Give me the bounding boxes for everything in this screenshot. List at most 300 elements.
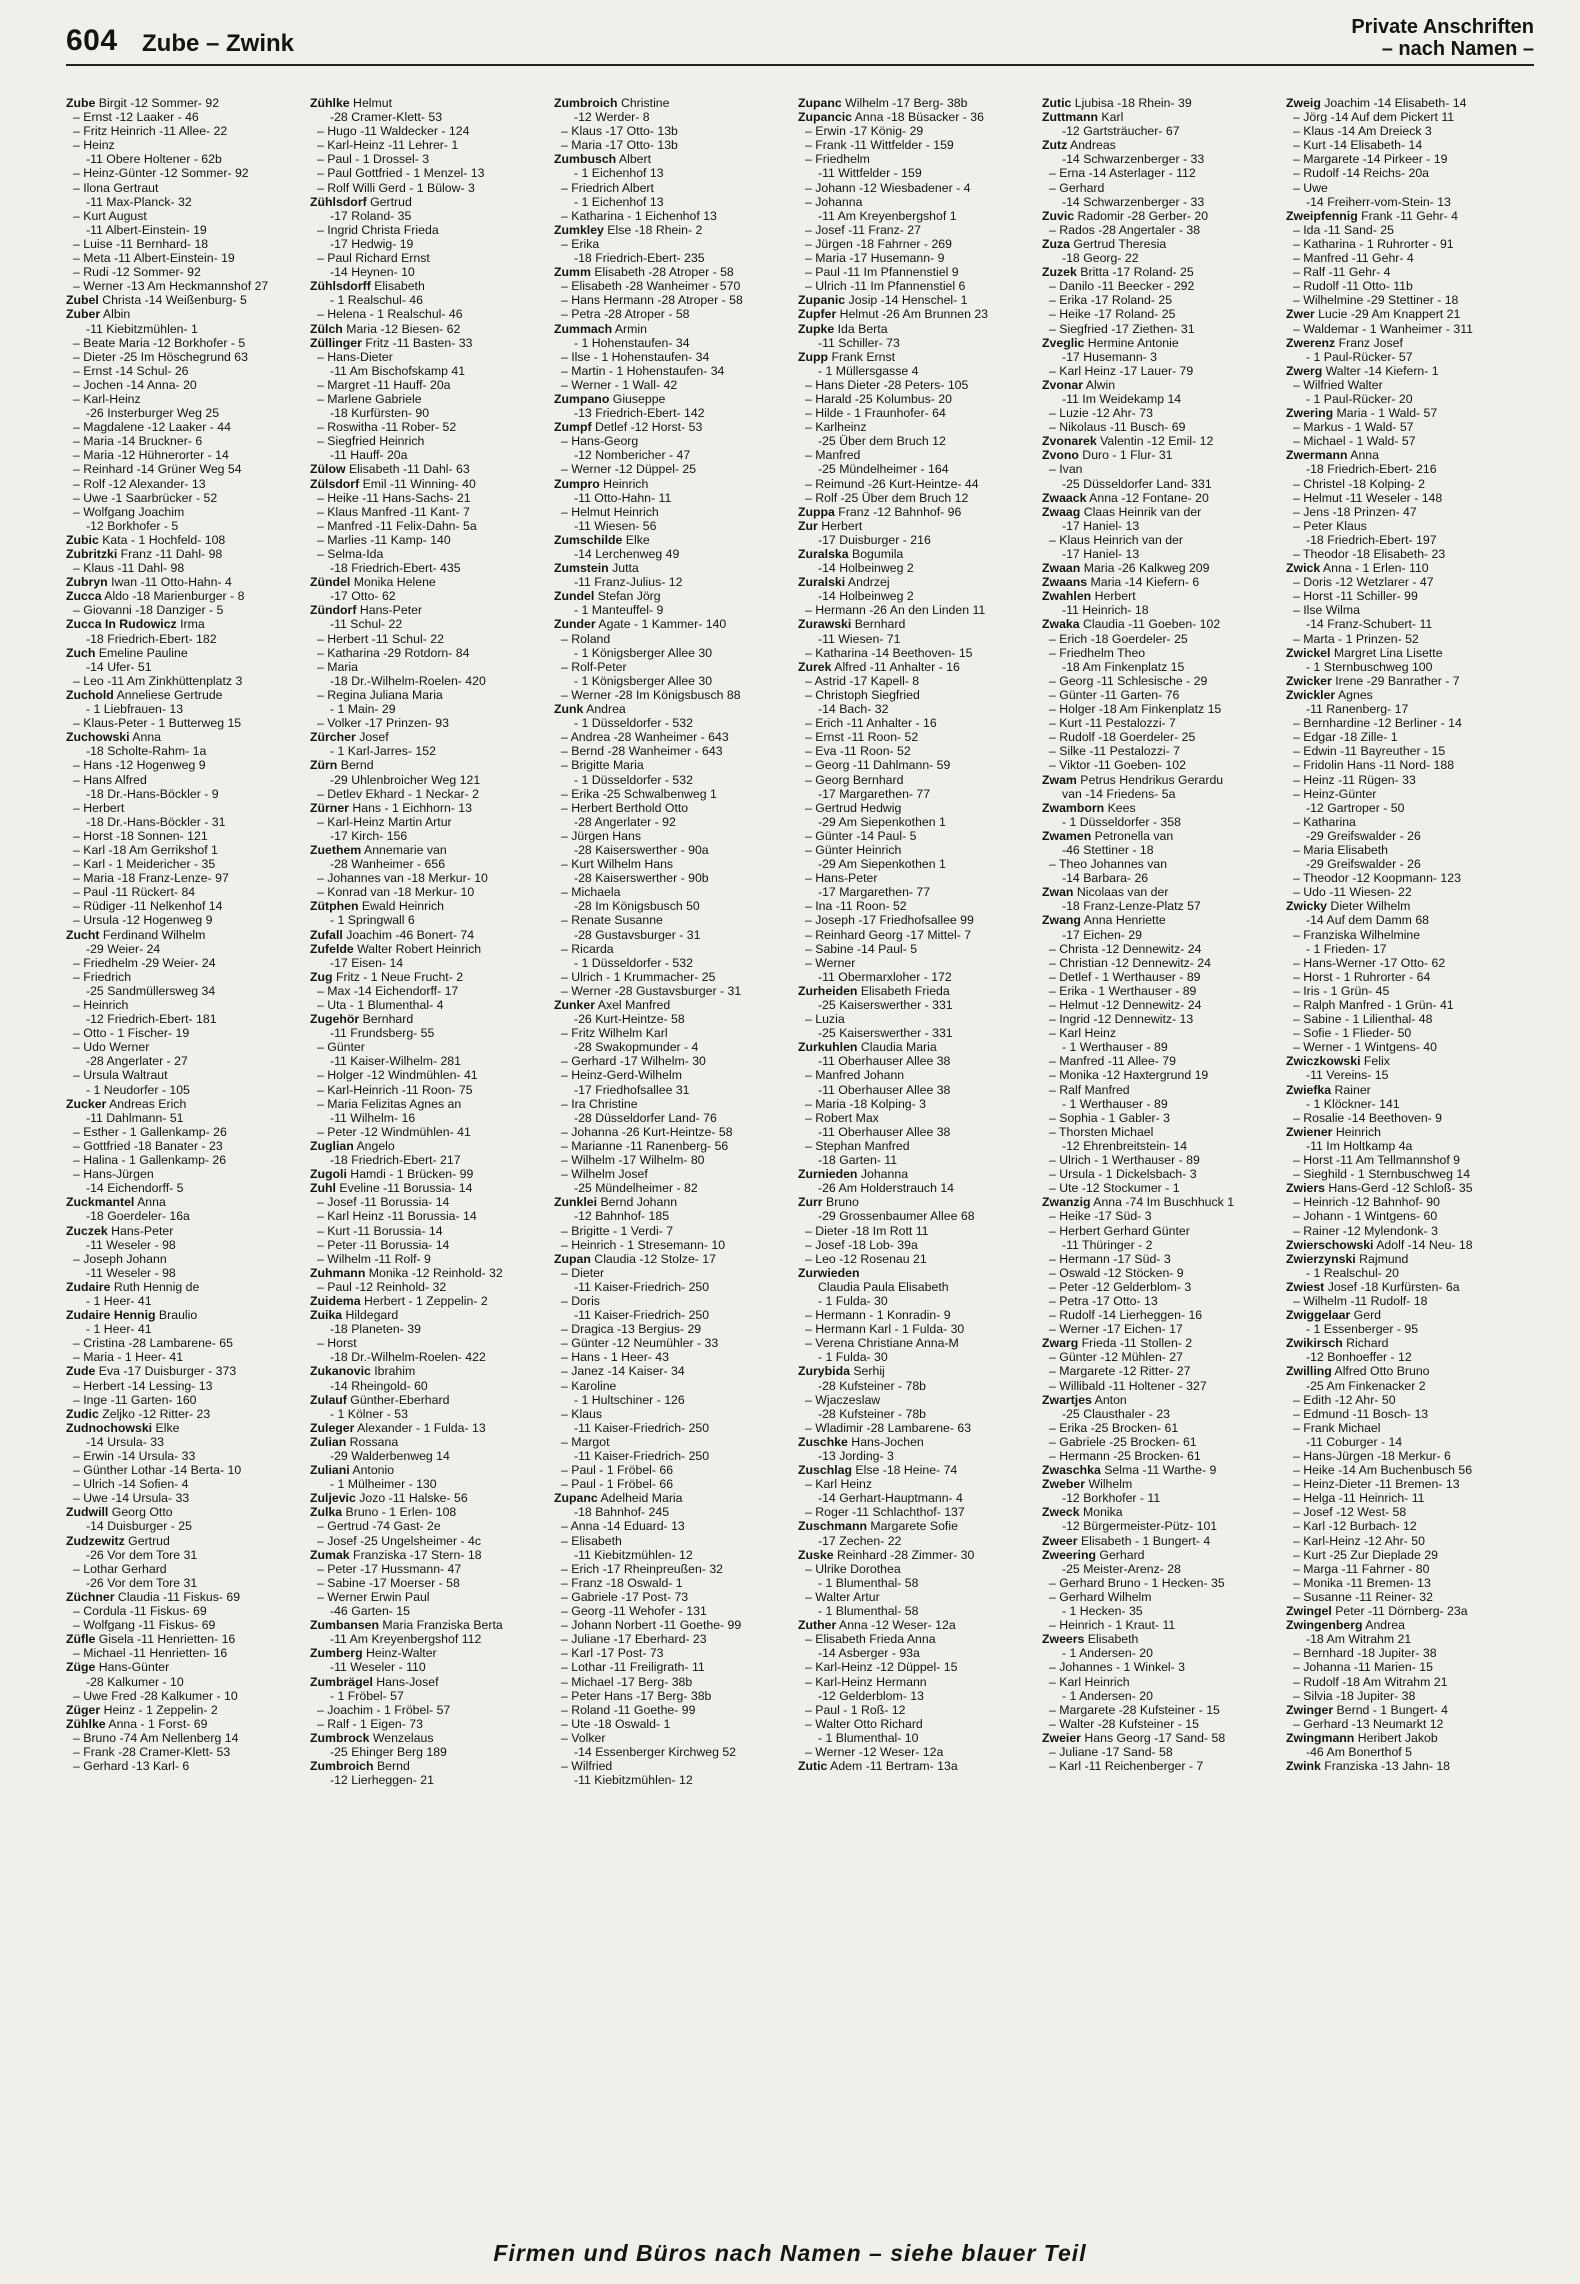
entry-text: -28 Wanheimer - 656 xyxy=(330,857,446,872)
directory-entry xyxy=(66,1181,304,1195)
directory-entry xyxy=(798,265,1036,279)
entry-text: Agnes xyxy=(1335,687,1373,702)
entry-text: – Heinz-Günter -12 Sommer- 92 xyxy=(73,166,249,181)
entry-surname: Zurek xyxy=(798,659,832,674)
directory-entry xyxy=(310,787,548,801)
directory-entry xyxy=(66,1266,304,1280)
entry-text: Hans-Peter xyxy=(356,603,423,618)
directory-entry xyxy=(798,1505,1036,1519)
entry-text: – Erna -14 Asterlager - 112 xyxy=(1049,166,1196,181)
directory-entry xyxy=(310,1125,548,1139)
directory-entry xyxy=(554,1068,792,1082)
entry-surname: Zveglic xyxy=(1042,335,1085,350)
directory-entry xyxy=(798,1209,1036,1223)
entry-text: – Georg -11 Wehofer - 131 xyxy=(561,1604,707,1619)
directory-entry xyxy=(1042,406,1280,420)
entry-text: – Rudolf -18 Goerdeler- 25 xyxy=(1049,730,1196,745)
directory-entry xyxy=(310,237,548,251)
directory-entry xyxy=(1286,1534,1524,1548)
directory-entry xyxy=(1042,533,1280,547)
entry-surname: Zwahlen xyxy=(1042,589,1092,604)
entry-text: – Theo Johannes van xyxy=(1049,857,1168,872)
entry-text: - 1 Hohenstaufen- 34 xyxy=(574,335,690,350)
entry-text: Stefan Jörg xyxy=(594,589,661,604)
entry-text: – Rolf -12 Alexander- 13 xyxy=(73,476,206,491)
entry-text: - 1 Springwall 6 xyxy=(330,913,415,928)
entry-text: – Karl - 1 Meidericher - 35 xyxy=(73,857,216,872)
entry-text: -28 Cramer-Klett- 53 xyxy=(330,110,443,125)
entry-surname: Züfle xyxy=(66,1632,96,1647)
entry-text: Angelo xyxy=(353,1138,395,1153)
directory-entry xyxy=(798,322,1036,336)
entry-text: Ida Berta xyxy=(834,321,888,336)
entry-text: – Iris - 1 Grün- 45 xyxy=(1293,983,1390,998)
directory-entry xyxy=(798,1026,1036,1040)
entry-text: -11 Obere Holtener - 62b xyxy=(86,152,222,167)
directory-entry xyxy=(1042,124,1280,138)
entry-text: - 1 Königsberger Allee 30 xyxy=(574,645,713,660)
entry-text: – Silke -11 Pestalozzi- 7 xyxy=(1049,744,1180,759)
entry-text: - 1 Fulda- 30 xyxy=(818,1350,888,1365)
entry-text: – Erich -17 Rheinpreußen- 32 xyxy=(561,1561,723,1576)
entry-text: – Karl-Heinz xyxy=(73,391,141,406)
entry-text: – Kurt -25 Zur Dieplade 29 xyxy=(1293,1547,1438,1562)
directory-entry xyxy=(798,1421,1036,1435)
entry-text: -13 Friedrich-Ebert- 142 xyxy=(574,406,705,421)
directory-entry xyxy=(798,1548,1036,1562)
entry-surname: Zumak xyxy=(310,1547,350,1562)
entry-surname: Zwer xyxy=(1286,307,1315,322)
directory-entry xyxy=(1286,265,1524,279)
directory-entry xyxy=(66,1618,304,1632)
directory-entry xyxy=(66,1322,304,1336)
directory-entry xyxy=(1042,1548,1280,1562)
directory-entry xyxy=(554,1012,792,1026)
directory-entry xyxy=(798,617,1036,631)
directory-entry xyxy=(310,688,548,702)
entry-surname: Zuttmann xyxy=(1042,110,1099,125)
entry-text: – Juliane -17 Eberhard- 23 xyxy=(561,1632,707,1647)
entry-text: – Gerhard xyxy=(1049,180,1105,195)
directory-entry xyxy=(798,1111,1036,1125)
entry-text: Bernd xyxy=(373,1759,410,1774)
directory-entry xyxy=(798,970,1036,984)
directory-entry xyxy=(798,1379,1036,1393)
entry-text: – Rudolf -14 Reichs- 20a xyxy=(1293,166,1430,181)
entry-text: – Günter -14 Paul- 5 xyxy=(805,828,917,843)
directory-entry xyxy=(1286,1083,1524,1097)
entry-text: -28 Swakopmunder - 4 xyxy=(574,1040,699,1055)
directory-entry xyxy=(310,1195,548,1209)
directory-entry xyxy=(1286,1167,1524,1181)
entry-text: – Fritz Heinrich -11 Allee- 22 xyxy=(73,124,228,139)
entry-text: - 1 Andersen- 20 xyxy=(1062,1688,1153,1703)
entry-text: – Ute -18 Oswald- 1 xyxy=(561,1716,671,1731)
entry-surname: Zürcher xyxy=(310,730,356,745)
directory-entry xyxy=(1286,1266,1524,1280)
entry-text: – Josef -12 West- 58 xyxy=(1293,1505,1407,1520)
entry-text: -14 Eichendorff- 5 xyxy=(86,1181,184,1196)
entry-text: Helmut xyxy=(349,96,393,110)
directory-entry xyxy=(66,1632,304,1646)
entry-text: – Heinrich - 1 Kraut- 11 xyxy=(1049,1618,1176,1633)
entry-text: – Heike -11 Hans-Sachs- 21 xyxy=(317,490,471,505)
entry-text: – Ulrich - 1 Werthauser - 89 xyxy=(1049,1153,1200,1168)
directory-entry xyxy=(798,181,1036,195)
directory-entry xyxy=(310,1097,548,1111)
entry-text: -17 Husemann- 3 xyxy=(1062,349,1158,364)
entry-text: – Paul -12 Reinhold- 32 xyxy=(317,1279,447,1294)
directory-entry xyxy=(310,1012,548,1026)
directory-entry xyxy=(554,702,792,716)
directory-entry xyxy=(66,1280,304,1294)
directory-entry xyxy=(798,1068,1036,1082)
entry-text: -11 Max-Planck- 32 xyxy=(86,194,192,209)
directory-entry xyxy=(554,1097,792,1111)
directory-entry xyxy=(1042,1463,1280,1477)
entry-text: – Michaela xyxy=(561,885,621,900)
entry-text: – Dragica -13 Bergius- 29 xyxy=(561,1322,702,1337)
entry-text: -11 Wiesen- 71 xyxy=(818,631,901,646)
entry-text: Margarete Sofie xyxy=(867,1519,958,1534)
directory-entry xyxy=(554,138,792,152)
directory-entry xyxy=(66,575,304,589)
entry-surname: Zurr xyxy=(798,1195,823,1210)
name-range: Zube – Zwink xyxy=(142,30,295,57)
entry-text: – Hilde - 1 Fraunhofer- 64 xyxy=(805,406,946,421)
entry-surname: Zudnochowski xyxy=(66,1420,153,1435)
directory-entry xyxy=(1286,1562,1524,1576)
directory-entry xyxy=(798,1534,1036,1548)
directory-entry xyxy=(1042,1252,1280,1266)
entry-surname: Zurnieden xyxy=(798,1167,858,1182)
entry-text: Hildegard xyxy=(342,1308,399,1323)
directory-entry xyxy=(310,1632,548,1646)
directory-entry xyxy=(554,378,792,392)
entry-text: Gerhard xyxy=(1095,1547,1145,1562)
footer-note: Firmen und Büros nach Namen – siehe blauer Teil xyxy=(493,2240,1087,2266)
directory-entry xyxy=(798,1618,1036,1632)
directory-entry xyxy=(66,632,304,646)
entry-text: – Ingrid Christa Frieda xyxy=(317,222,439,237)
directory-entry xyxy=(66,646,304,660)
entry-text: – Karl -11 Reichenberger - 7 xyxy=(1049,1759,1204,1774)
directory-entry xyxy=(1042,871,1280,885)
directory-entry xyxy=(310,1717,548,1731)
directory-entry xyxy=(1286,928,1524,942)
directory-entry xyxy=(1286,1125,1524,1139)
directory-entry xyxy=(1286,547,1524,561)
directory-entry xyxy=(310,843,548,857)
directory-entry xyxy=(66,477,304,491)
directory-entry xyxy=(1286,392,1524,406)
entry-text: – Dieter -18 Im Rott 11 xyxy=(805,1223,929,1238)
directory-entry xyxy=(1286,1097,1524,1111)
entry-text: -13 Jording- 3 xyxy=(818,1449,894,1463)
entry-surname: Zulian xyxy=(310,1434,347,1449)
entry-text: -28 Angerlater - 27 xyxy=(86,1054,188,1069)
directory-entry xyxy=(798,843,1036,857)
directory-entry xyxy=(554,1139,792,1153)
directory-entry xyxy=(554,547,792,561)
directory-entry xyxy=(1042,96,1280,110)
entry-surname: Zülsdorf xyxy=(310,476,360,491)
entry-text: -11 Am Bischofskamp 41 xyxy=(330,363,466,378)
entry-text: – Günter Heinrich xyxy=(805,842,902,857)
entry-surname: Zubel xyxy=(66,293,99,308)
entry-text: -18 Dr.-Hans-Böckler - 31 xyxy=(86,814,226,829)
entry-text: – Marlies -11 Kamp- 140 xyxy=(317,532,451,547)
entry-text: -25 Über dem Bruch 12 xyxy=(818,434,946,449)
entry-text: – Karl Heinz -11 Borussia- 14 xyxy=(317,1209,477,1224)
entry-text: Heinz-Walter xyxy=(362,1646,437,1661)
directory-entry xyxy=(310,166,548,180)
directory-entry xyxy=(1286,209,1524,223)
entry-text: Herbert - 1 Zeppelin- 2 xyxy=(360,1293,488,1308)
entry-text: – Leo -12 Rosenau 21 xyxy=(805,1251,927,1266)
entry-text: Albin xyxy=(100,307,131,322)
entry-text: – Erika -17 Roland- 25 xyxy=(1049,293,1173,308)
directory-entry xyxy=(310,702,548,716)
entry-text: Günther-Eberhard xyxy=(346,1392,450,1407)
entry-text: – Martin - 1 Hohenstaufen- 34 xyxy=(561,363,725,378)
directory-entry xyxy=(1042,815,1280,829)
directory-entry xyxy=(66,265,304,279)
directory-entry xyxy=(310,1111,548,1125)
entry-text: -25 Mündelheimer - 164 xyxy=(818,462,949,477)
entry-text: – Udo -11 Wiesen- 22 xyxy=(1293,885,1412,900)
directory-entry xyxy=(798,1745,1036,1759)
directory-entry xyxy=(66,519,304,533)
directory-entry xyxy=(554,1181,792,1195)
directory-entry xyxy=(1286,1350,1524,1364)
entry-text: Bruno - 1 Erlen- 108 xyxy=(342,1505,457,1520)
entry-text: – Volker -17 Prinzen- 93 xyxy=(317,716,449,731)
directory-entry xyxy=(554,632,792,646)
directory-entry xyxy=(1042,505,1280,519)
directory-entry xyxy=(66,561,304,575)
entry-text: Anneliese Gertrude xyxy=(113,687,223,702)
directory-entry xyxy=(310,1350,548,1364)
directory-entry xyxy=(554,110,792,124)
directory-entry xyxy=(310,1618,548,1632)
directory-entry xyxy=(1286,448,1524,462)
directory-entry xyxy=(66,1534,304,1548)
entry-text: Monika -12 Reinhold- 32 xyxy=(365,1265,503,1280)
entry-text: – Manfred -11 Allee- 79 xyxy=(1049,1054,1176,1069)
directory-entry xyxy=(554,195,792,209)
directory-entry xyxy=(66,1252,304,1266)
directory-entry xyxy=(1286,533,1524,547)
directory-entry xyxy=(798,956,1036,970)
entry-text: -18 Friedrich-Ebert- 197 xyxy=(1306,532,1437,547)
directory-entry xyxy=(310,533,548,547)
directory-entry xyxy=(1042,1379,1280,1393)
entry-text: – Roland xyxy=(561,631,611,646)
directory-entry xyxy=(310,942,548,956)
directory-entry xyxy=(66,1393,304,1407)
directory-entry xyxy=(1042,1209,1280,1223)
entry-text: – Friedrich xyxy=(73,969,132,984)
entry-text: Kees xyxy=(1104,800,1136,815)
entry-text: Johanna xyxy=(857,1167,909,1182)
entry-text: -18 Dr.-Hans-Böckler - 9 xyxy=(86,786,219,801)
directory-entry xyxy=(554,322,792,336)
entry-text: Iwan -11 Otto-Hahn- 4 xyxy=(107,575,232,590)
directory-entry xyxy=(554,1294,792,1308)
directory-entry xyxy=(1286,1238,1524,1252)
entry-text: - 1 Werthauser - 89 xyxy=(1062,1040,1168,1055)
directory-entry xyxy=(1286,350,1524,364)
entry-text: – Helmut -12 Dennewitz- 24 xyxy=(1049,998,1202,1012)
directory-entry xyxy=(66,1379,304,1393)
entry-text: – Sabine -17 Moerser - 58 xyxy=(317,1575,460,1590)
entry-text: -12 Gelderblom- 13 xyxy=(818,1688,924,1703)
directory-entry xyxy=(1286,1379,1524,1393)
entry-text: -14 Duisburger - 25 xyxy=(86,1519,192,1534)
directory-entry xyxy=(310,1040,548,1054)
directory-entry xyxy=(1042,1477,1280,1491)
entry-text: Anna xyxy=(134,1195,166,1210)
entry-text: -18 Friedrich-Ebert- 235 xyxy=(574,251,705,266)
entry-text: -14 Lerchenweg 49 xyxy=(574,547,680,561)
entry-text: Maria - 1 Wald- 57 xyxy=(1333,406,1438,421)
entry-surname: Zupanc xyxy=(554,1491,598,1506)
directory-entry xyxy=(310,420,548,434)
entry-surname: Zur xyxy=(798,518,818,533)
directory-entry xyxy=(1286,730,1524,744)
directory-entry xyxy=(554,1421,792,1435)
directory-entry xyxy=(1042,688,1280,702)
entry-text: – Wolfgang Joachim xyxy=(73,504,185,519)
entry-text: – Gabriele -25 Brocken- 61 xyxy=(1049,1434,1197,1449)
header-rule xyxy=(66,64,1534,66)
entry-text: – Werner -17 Eichen- 17 xyxy=(1049,1322,1183,1337)
entry-text: Christine xyxy=(617,96,670,110)
entry-text: Nicolaas van der xyxy=(1073,885,1169,900)
entry-surname: Zuhl xyxy=(310,1181,336,1196)
entry-text: Gertrud xyxy=(366,194,412,209)
directory-entry xyxy=(798,364,1036,378)
directory-entry xyxy=(1042,477,1280,491)
directory-entry xyxy=(1042,970,1280,984)
directory-entry xyxy=(1286,575,1524,589)
directory-entry xyxy=(798,787,1036,801)
directory-entry xyxy=(310,1449,548,1463)
directory-entry xyxy=(310,1083,548,1097)
directory-entry xyxy=(310,1590,548,1604)
entry-text: – Werner -28 Im Königsbusch 88 xyxy=(561,687,741,702)
directory-entry xyxy=(66,1576,304,1590)
entry-text: Emil -11 Winning- 40 xyxy=(359,476,476,491)
entry-surname: Zulauf xyxy=(310,1392,347,1407)
entry-text: – Paul - 1 Roß- 12 xyxy=(805,1702,906,1717)
entry-text: – Klaus-Peter - 1 Butterweg 15 xyxy=(73,716,242,731)
entry-surname: Zupanic xyxy=(798,293,846,308)
directory-entry xyxy=(310,956,548,970)
entry-text: – Markus - 1 Wald- 57 xyxy=(1293,420,1414,435)
entry-text: -26 Vor dem Tore 31 xyxy=(86,1575,198,1590)
entry-text: – Hans-Peter xyxy=(805,871,878,886)
entry-text: -26 Vor dem Tore 31 xyxy=(86,1547,198,1562)
directory-entry xyxy=(310,477,548,491)
entry-text: – Karl-Heinz -12 Düppel- 15 xyxy=(805,1660,958,1675)
entry-text: – Sabine - 1 Lilienthal- 48 xyxy=(1293,1012,1433,1027)
entry-text: – Elisabeth xyxy=(561,1533,622,1548)
directory-entry xyxy=(310,392,548,406)
directory-entry xyxy=(798,1632,1036,1646)
entry-text: – Selma-Ida xyxy=(317,547,384,561)
entry-text: -11 Wilhelm- 16 xyxy=(330,1110,416,1125)
directory-entry xyxy=(310,1646,548,1660)
directory-entry xyxy=(1042,787,1280,801)
entry-text: - 1 Blumenthal- 58 xyxy=(818,1575,919,1590)
directory-entry xyxy=(798,984,1036,998)
entry-text: – Doris -12 Wetzlarer - 47 xyxy=(1293,575,1434,590)
directory-entry xyxy=(1286,702,1524,716)
directory-entry xyxy=(798,561,1036,575)
directory-entry xyxy=(310,181,548,195)
directory-entry xyxy=(1042,1435,1280,1449)
directory-entry xyxy=(310,491,548,505)
entry-text: – Wilhelmine -29 Stettiner - 18 xyxy=(1293,293,1459,308)
directory-entry xyxy=(1286,885,1524,899)
directory-entry xyxy=(66,152,304,166)
entry-text: -17 Eisen- 14 xyxy=(330,955,404,970)
entry-surname: Zündorf xyxy=(310,603,357,618)
directory-entry xyxy=(1042,998,1280,1012)
entry-surname: Zurwieden xyxy=(798,1265,860,1280)
directory-entry xyxy=(66,1083,304,1097)
entry-text: Andrzej xyxy=(845,575,890,590)
entry-text: – Heike -14 Am Buchenbusch 56 xyxy=(1293,1463,1473,1478)
directory-entry xyxy=(798,378,1036,392)
entry-text: – Stephan Manfred xyxy=(805,1138,910,1153)
directory-entry xyxy=(554,1660,792,1674)
entry-text: -17 Otto- 62 xyxy=(330,589,396,604)
entry-text: – Werner - 1 Wall- 42 xyxy=(561,377,678,392)
entry-text: – Johannes van -18 Merkur- 10 xyxy=(317,871,488,886)
directory-entry xyxy=(66,589,304,603)
entry-text: – Reinhard Georg -17 Mittel- 7 xyxy=(805,927,972,942)
entry-text: – Brigitte - 1 Verdi- 7 xyxy=(561,1223,674,1238)
entry-text: Rainer xyxy=(1331,1082,1371,1097)
entry-text: -11 Otto-Hahn- 11 xyxy=(574,490,672,505)
directory-entry xyxy=(798,533,1036,547)
entry-surname: Zutic xyxy=(1042,96,1072,110)
entry-text: Elke xyxy=(152,1420,180,1435)
entry-text: -11 Hauff- 20a xyxy=(330,448,408,463)
entry-surname: Zwam xyxy=(1042,772,1077,787)
entry-text: – Hans Dieter -28 Peters- 105 xyxy=(805,377,969,392)
directory-entry xyxy=(66,1238,304,1252)
entry-text: – Karl-Heinz -11 Lehrer- 1 xyxy=(317,138,459,153)
entry-text: – Karl Heinrich xyxy=(1049,1674,1130,1689)
entry-text: – Heinrich -12 Bahnhof- 90 xyxy=(1293,1195,1440,1210)
entry-text: – Herbert -14 Lessing- 13 xyxy=(73,1378,213,1393)
directory-entry xyxy=(66,1294,304,1308)
entry-surname: Zuidema xyxy=(310,1293,361,1308)
entry-text: – Ulrike Dorothea xyxy=(805,1561,901,1576)
entry-surname: Zucca In Rudowicz xyxy=(66,617,177,632)
entry-text: -14 Holbeinweg 2 xyxy=(818,589,914,604)
entry-text: – Friedhelm xyxy=(805,152,870,167)
directory-entry xyxy=(1042,1153,1280,1167)
entry-text: – Marlene Gabriele xyxy=(317,391,422,406)
entry-surname: Zwering xyxy=(1286,406,1334,421)
directory-entry xyxy=(1042,1703,1280,1717)
directory-entry xyxy=(66,1308,304,1322)
